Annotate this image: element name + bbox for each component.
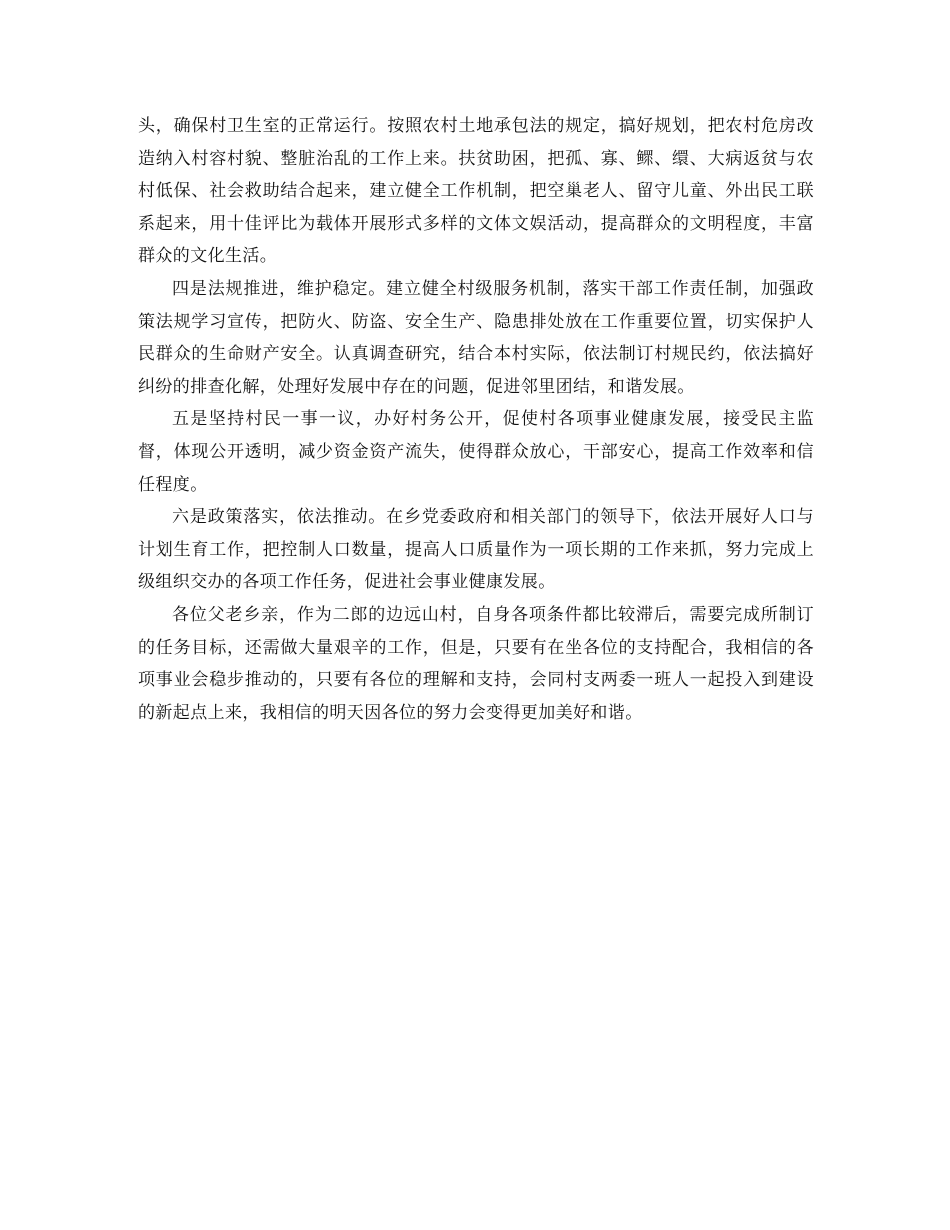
paragraph-continuation: 头，确保村卫生室的正常运行。按照农村土地承包法的规定，搞好规划，把农村危房改造纳入村容村貌、整脏治乱的工作上来。扶贫助困，把孤、寡、鳏、缳、大病返贫与农村低保、社会救助结合起来，建立健全工作机制，把空巢老人、留守儿童、外出民工联系起来，用十佳评比为载体开展形式多样的文体文娱活动，提高群众的文明程度，丰富群众的文化生活。: [138, 116, 814, 267]
paragraph-village-affairs: 五是坚持村民一事一议，办好村务公开，促使村各项事业健康发展，接受民主监督，体现公开透明，减少资金资产流失，使得群众放心，干部安心，提高工作效率和信任程度。: [138, 409, 814, 495]
paragraph-closing-address: 各位父老乡亲，作为二郎的边远山村，自身各项条件都比较滞后，需要完成所制订的任务目标，还需做大量艰辛的工作，但是，只要有在坐各位的支持配合，我相信的各项事业会稳步推动的，只要有各位的理解和支持，会同村支两委一班人一起投入到建设的新起点上来，我相信的明天因各位的努力会变得更加美好和谐。: [138, 604, 814, 723]
paragraph-policy-implementation: 六是政策落实，依法推动。在乡党委政府和相关部门的领导下，依法开展好人口与计划生育工作，把控制人口数量，提高人口质量作为一项长期的工作来抓，努力完成上级组织交办的各项工作任务，促进社会事业健康发展。: [138, 507, 814, 593]
paragraph-legal-stability: 四是法规推进，维护稳定。建立健全村级服务机制，落实干部工作责任制，加强政策法规学习宣传，把防火、防盗、安全生产、隐患排处放在工作重要位置，切实保护人民群众的生命财产安全。认真调查研究，结合本村实际，依法制订村规民约，依法搞好纠纷的排查化解，处理好发展中存在的问题，促进邻里团结，和谐发展。: [138, 278, 814, 397]
document-body: [138, 110, 814, 729]
